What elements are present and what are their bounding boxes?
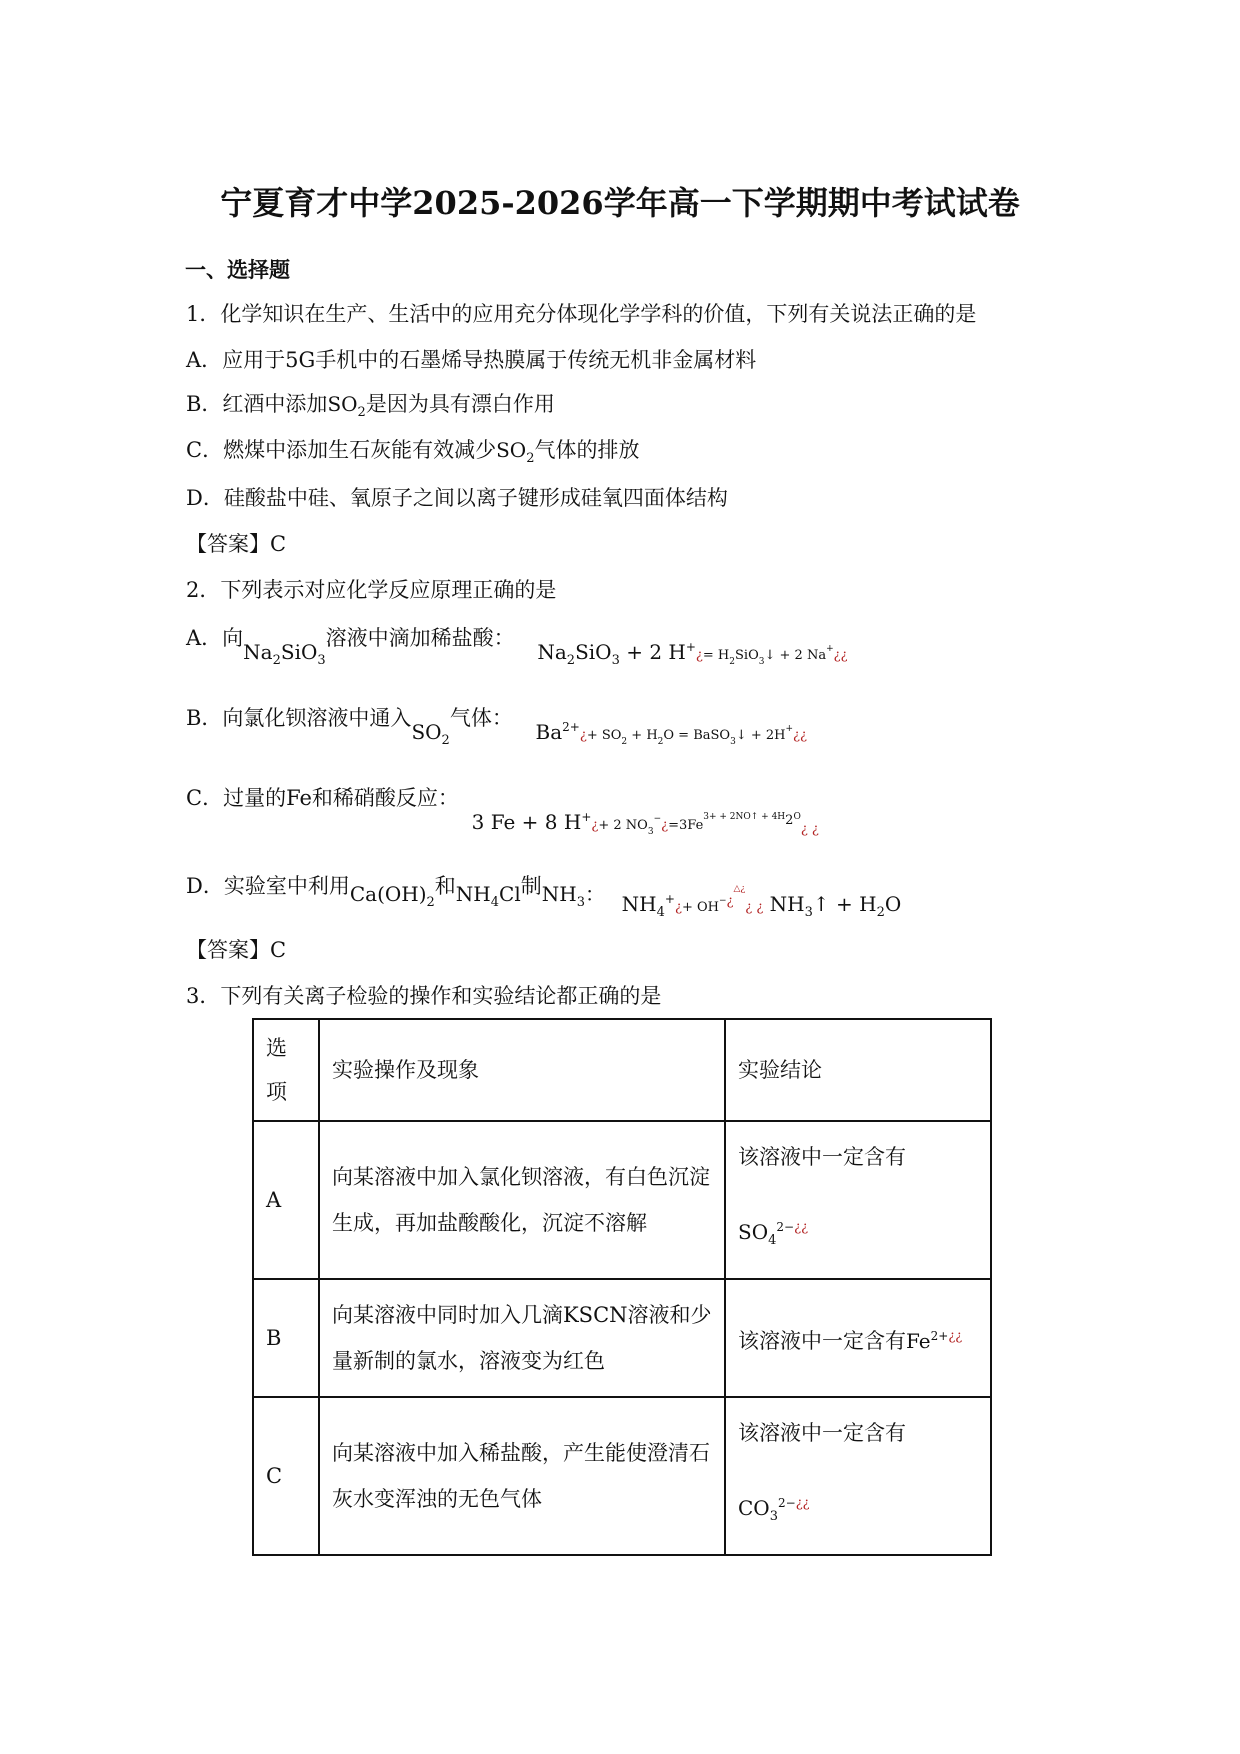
header-operation: 实验操作及现象 bbox=[319, 1019, 725, 1121]
q1-option-c-post: 气体的排放 bbox=[534, 438, 640, 462]
q3-table bbox=[252, 1018, 992, 1556]
q2-answer: 【答案】C bbox=[186, 938, 287, 962]
row-b-conclusion: 该溶液中一定含有$Fe^{2+¿¿}$ bbox=[725, 1279, 991, 1397]
na2sio3-formula: $Na_2SiO_3$ bbox=[243, 640, 326, 668]
row-b-operation: 向某溶液中同时加入几滴KSCN溶液和少量新制的氯水，溶液变为红色 bbox=[319, 1279, 725, 1397]
table-header-row bbox=[253, 1019, 991, 1121]
header-conclusion: 实验结论 bbox=[725, 1019, 991, 1121]
q2-option-d-pre: D．实验室中利用 bbox=[186, 874, 350, 898]
q2-option-a-pre: A．向 bbox=[186, 626, 244, 650]
header-option: 选项 bbox=[253, 1019, 319, 1121]
q2-a-equation: $Na_2SiO_3 + 2$ H+¿= $H_2SiO_3↓ + 2$ Na+¿¿ bbox=[537, 640, 848, 668]
page-title: 宁夏育才中学2025-2026学年高一下学期期中考试试卷 bbox=[220, 184, 1020, 222]
q2-option-d bbox=[186, 866, 902, 920]
row-c-operation: 向某溶液中加入稀盐酸，产生能使澄清石灰水变浑浊的无色气体 bbox=[319, 1397, 725, 1555]
q1-option-b-pre: B．红酒中添加 bbox=[186, 392, 328, 416]
co3-ion: $CO_3^{2-¿¿}$ bbox=[738, 1496, 810, 1524]
row-a-conclusion: 该溶液中一定含有 $SO_4^{2-¿¿}$ bbox=[725, 1121, 991, 1279]
q1-option-b-post: 是因为具有漂白作用 bbox=[365, 392, 555, 416]
q2-option-b bbox=[186, 702, 807, 748]
so2-formula: $SO_2$ bbox=[327, 392, 366, 420]
table-row bbox=[253, 1121, 991, 1279]
so2-formula: $SO_2$ bbox=[496, 438, 535, 466]
q1-option-d: D．硅酸盐中硅、氧原子之间以离子键形成硅氧四面体结构 bbox=[186, 486, 728, 510]
q1-option-b bbox=[186, 388, 555, 420]
caoh2-formula: $Ca(OH)_2$ bbox=[349, 882, 435, 910]
q2-option-c-pre: C．过量的Fe和稀硝酸反应： bbox=[186, 786, 459, 810]
q2-d-equation: $NH_4^+¿+$ OH−¿△¿¿ ¿ $NH_3↑ + H_2O$ bbox=[621, 884, 902, 920]
fe2-ion: $Fe^{2+¿¿}$ bbox=[906, 1328, 963, 1353]
table-row bbox=[253, 1279, 991, 1397]
q2-c-equation: 3 Fe + 8 H+¿+ 2 $NO_3^-¿=3Fe^{3+ + 2NO↑ + 4H_2O}_{¿ ¿}$ bbox=[471, 810, 819, 837]
q2-option-a bbox=[186, 622, 848, 668]
q1-stem: 1．化学知识在生产、生活中的应用充分体现化学学科的价值，下列有关说法正确的是 bbox=[186, 302, 977, 326]
section-heading: 一、选择题 bbox=[185, 258, 290, 282]
row-b-option: B bbox=[253, 1279, 319, 1397]
q1-option-c-pre: C．燃煤中添加生石灰能有效减少 bbox=[186, 438, 497, 462]
q3-stem: 3．下列有关离子检验的操作和实验结论都正确的是 bbox=[186, 984, 662, 1008]
q1-option-c bbox=[186, 434, 639, 466]
q2-option-b-mid: 气体： bbox=[449, 706, 513, 730]
table-row bbox=[253, 1397, 991, 1555]
q2-option-c bbox=[186, 782, 819, 837]
q2-option-a-mid: 溶液中滴加稀盐酸： bbox=[325, 626, 515, 650]
row-c-option: C bbox=[253, 1397, 319, 1555]
nh3-formula: $NH_3$： bbox=[541, 882, 605, 910]
row-a-option: A bbox=[253, 1121, 319, 1279]
q2-option-d-make: 制 bbox=[520, 874, 542, 898]
so2-formula: $SO_2$ bbox=[411, 720, 450, 748]
so4-ion: $SO_4^{2-¿¿}$ bbox=[738, 1220, 809, 1248]
q2-stem: 2．下列表示对应化学反应原理正确的是 bbox=[186, 578, 557, 602]
row-c-conclusion: 该溶液中一定含有 $CO_3^{2-¿¿}$ bbox=[725, 1397, 991, 1555]
row-a-operation: 向某溶液中加入氯化钡溶液，有白色沉淀生成，再加盐酸酸化，沉淀不溶解 bbox=[319, 1121, 725, 1279]
q1-answer: 【答案】C bbox=[186, 532, 287, 556]
q2-option-b-pre: B．向氯化钡溶液中通入 bbox=[186, 706, 412, 730]
nh4cl-formula: $NH_4Cl$ bbox=[455, 882, 521, 910]
q2-b-equation: $Ba^{2+}¿+ SO_2 + H_2O$ = BaSO$_3$↓ + 2H+¿¿ bbox=[535, 720, 807, 747]
q2-option-d-and: 和 bbox=[434, 874, 456, 898]
q1-option-a: A．应用于5G手机中的石墨烯导热膜属于传统无机非金属材料 bbox=[186, 348, 757, 372]
